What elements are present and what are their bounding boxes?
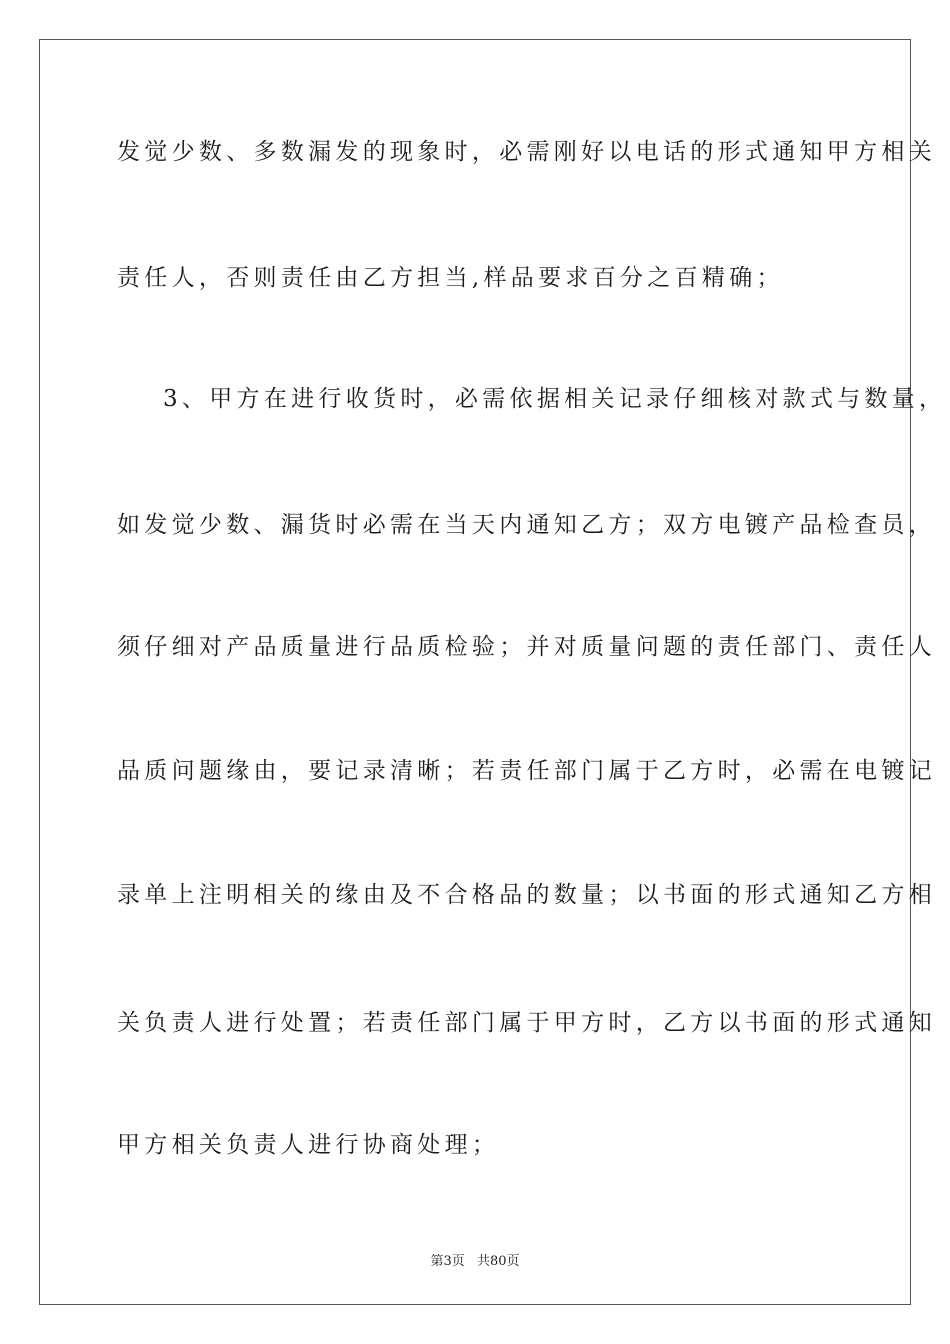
text-line-3: 3、甲方在进行收货时，必需依据相关记录仔细核对款式与数量， [163,386,947,412]
text-line-5: 须仔细对产品质量进行品质检验；并对质量问题的责任部门、责任人 [117,634,936,660]
page-footer [0,1250,950,1269]
text-line-6: 品质问题缘由，要记录清晰；若责任部门属于乙方时，必需在电镀记 [117,758,936,784]
text-line-1: 发觉少数、多数漏发的现象时，必需刚好以电话的形式通知甲方相关 [117,139,936,165]
text-line-9: 甲方相关负责人进行协商处理； [117,1132,500,1158]
text-line-2: 责任人，否则责任由乙方担当,样品要求百分之百精确； [117,265,784,291]
page-frame [39,39,911,1305]
text-line-4: 如发觉少数、漏货时必需在当天内通知乙方；双方电镀产品检查员， [117,512,936,538]
total-pages: 共80页 [476,1254,520,1269]
page-number: 第3页 [430,1254,465,1269]
text-line-8: 关负责人进行处置；若责任部门属于甲方时，乙方以书面的形式通知 [117,1010,936,1036]
text-line-7: 录单上注明相关的缘由及不合格品的数量；以书面的形式通知乙方相 [117,882,936,908]
